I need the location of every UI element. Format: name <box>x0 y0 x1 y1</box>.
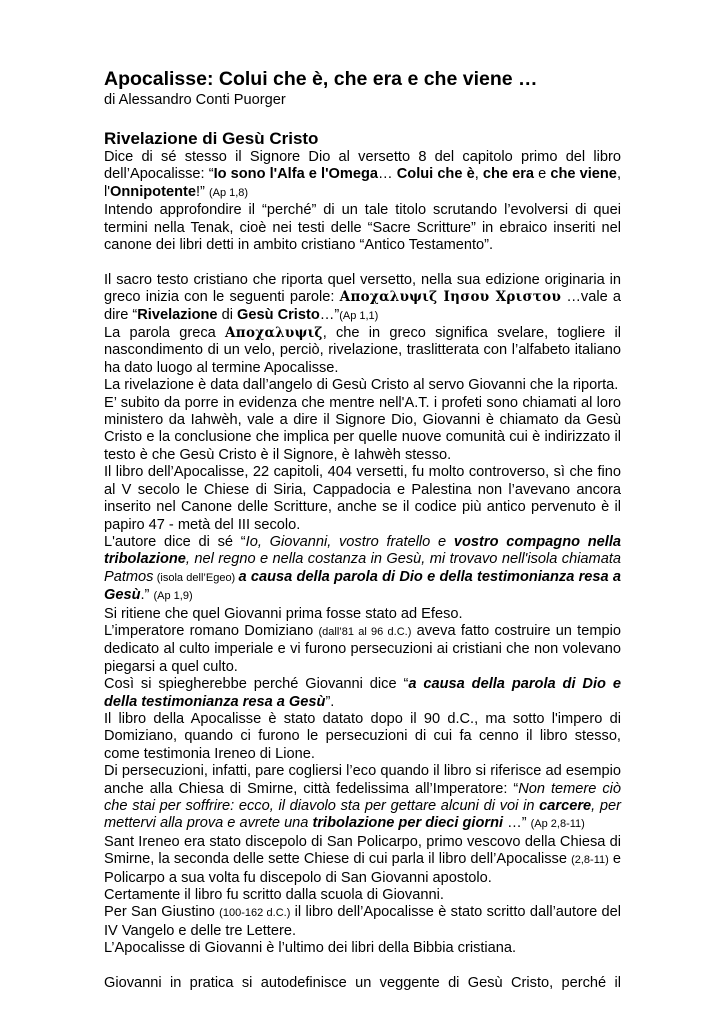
section-title: Rivelazione di Gesù Cristo <box>104 129 319 148</box>
verse-reference: (Ap 2,8-11) <box>530 818 585 831</box>
greek-text: Αποχαλυψιζ Ιησου Χριστου <box>339 289 562 306</box>
blank-line <box>104 254 621 271</box>
verse-reference: (Ap 1,8) <box>208 186 249 199</box>
paragraph-4: La parola greca Αποχαλυψιζ, che in greco significa svelare, togliere il nascondimento di un velo, perciò, rivelazione, traslitterata con l’alfabeto italiano ha dato luogo al termine Apocalisse. <box>104 325 621 376</box>
paragraph-8: L'autore dice di sé “Io, Giovanni, vostro fratello e vostro compagno nella tribolazione, nel regno e nella costanza in Gesù, mi trovavo nell'isola chiamata Patmos (isola dell’Egeo) a causa della parola di Dio e della testimonianza resa a Gesù.” (Ap 1,9) <box>104 533 622 604</box>
paragraph-11: Così si spiegherebbe perché Giovanni dice “a causa della parola di Dio e della testimonianza resa a Gesù”. <box>104 676 621 710</box>
verse-reference: (Ap 1,9) <box>153 590 193 603</box>
document-body <box>104 149 621 992</box>
greek-text: Αποχαλυψιζ <box>225 325 323 342</box>
paragraph-12: Il libro della Apocalisse è stato datato dopo il 90 d.C., ma sotto l'impero di Domiziano, quando ci furono le persecuzioni di cui fa cenno il libro stesso, come testimonia Ireneo di Lione. <box>104 710 621 762</box>
paragraph-14: Sant Ireneo era stato discepolo di San Policarpo, primo vescovo della Chiesa di Smirne, la seconda delle sette Chiese di cui parla il libro dell’Apocalisse (2,8-11) e Policarpo a sua volta fu discepolo di San Giovanni apostolo. <box>104 833 622 886</box>
document-title: Apocalisse: Colui che è, che era e che viene … <box>104 68 538 90</box>
paragraph-13: Di persecuzioni, infatti, pare cogliersi l’eco quando il libro si riferisce ad esempio anche alla Chiesa di Smirne, città fedelissima all’Imperatore: “Non temere ciò che stai per soffrire: ecco, il diavolo sta per gettare alcuni di voi in carcere, per mettervi alla prova e avrete una tribolazione per dieci giorni …” (Ap 2,8-11) <box>104 763 621 832</box>
paragraph-7: Il libro dell’Apocalisse, 22 capitoli, 404 versetti, fu molto controverso, sì che fino al V secolo le Chiese di Siria, Cappadocia e Palestina non l’avevano ancora inserito nel Canone delle Scritture, anche se il codice più antico pervenuto è il papiro 47 - metà del III secolo. <box>104 464 621 533</box>
paragraph-9: Si ritiene che quel Giovanni prima fosse stato ad Efeso. <box>104 605 463 622</box>
paragraph-2: Intendo approfondire il “perché” di un tale titolo scrutando l’evolversi di quei termini nella Tenak, cioè nei testi delle “Sacre Scritture” in ebraico inseriti nel canone dei libri detti in ambito cristiano “Antico Testamento”. <box>104 202 621 254</box>
paragraph-6: E’ subito da porre in evidenza che mentre nell'A.T. i profeti sono chiamati al loro ministero da Iahwèh, vale a dire il Signore Dio, Giovanni è chiamato da Gesù Cristo e la conclusione che implica per quelle nuove comunità cui è indirizzato il testo è che Gesù Cristo è il Signore, è Iahwèh stesso. <box>104 394 621 463</box>
verse-reference: (Ap 1,1) <box>339 309 379 322</box>
verse-reference: (2,8-11) <box>571 854 609 867</box>
paragraph-10: L’imperatore romano Domiziano (dall’81 al 96 d.C.) aveva fatto costruire un tempio dedicato al culto imperiale e vi furono persecuzioni ai cristiani che non volevano piegarsi a quel culto. <box>104 622 621 675</box>
paragraph-15: Certamente il libro fu scritto dalla scuola di Giovanni. <box>104 887 444 904</box>
paragraph-5: La rivelazione è data dall’angelo di Gesù Cristo al servo Giovanni che la riporta. <box>104 377 619 394</box>
paragraph-16: Per San Giustino (100-162 d.C.) il libro dell’Apocalisse è stato scritto dall’autore del IV Vangelo e delle tre Lettere. <box>104 904 621 939</box>
paragraph-18: Giovanni in pratica si autodefinisce un veggente di Gesù Cristo, perché il <box>104 975 621 992</box>
paragraph-1: Dice di sé stesso il Signore Dio al versetto 8 del capitolo primo del libro dell’Apocalisse: “Io sono l'Alfa e l'Omega… Colui che è, che era e che viene, l'Onnipotente!” (Ap 1,8) <box>104 149 621 200</box>
document-content <box>104 66 621 992</box>
document-author: di Alessandro Conti Puorger <box>104 92 286 108</box>
paragraph-17: L’Apocalisse di Giovanni è l’ultimo dei libri della Bibbia cristiana. <box>104 940 517 957</box>
blank-line <box>104 958 621 975</box>
paragraph-3: Il sacro testo cristiano che riporta quel versetto, nella sua edizione originaria in greco inizia con le seguenti parole: Αποχαλυψιζ Ιησου Χριστου …vale a dire “Rivelazione di Gesù Cristo…”(Ap 1,1) <box>104 271 622 323</box>
